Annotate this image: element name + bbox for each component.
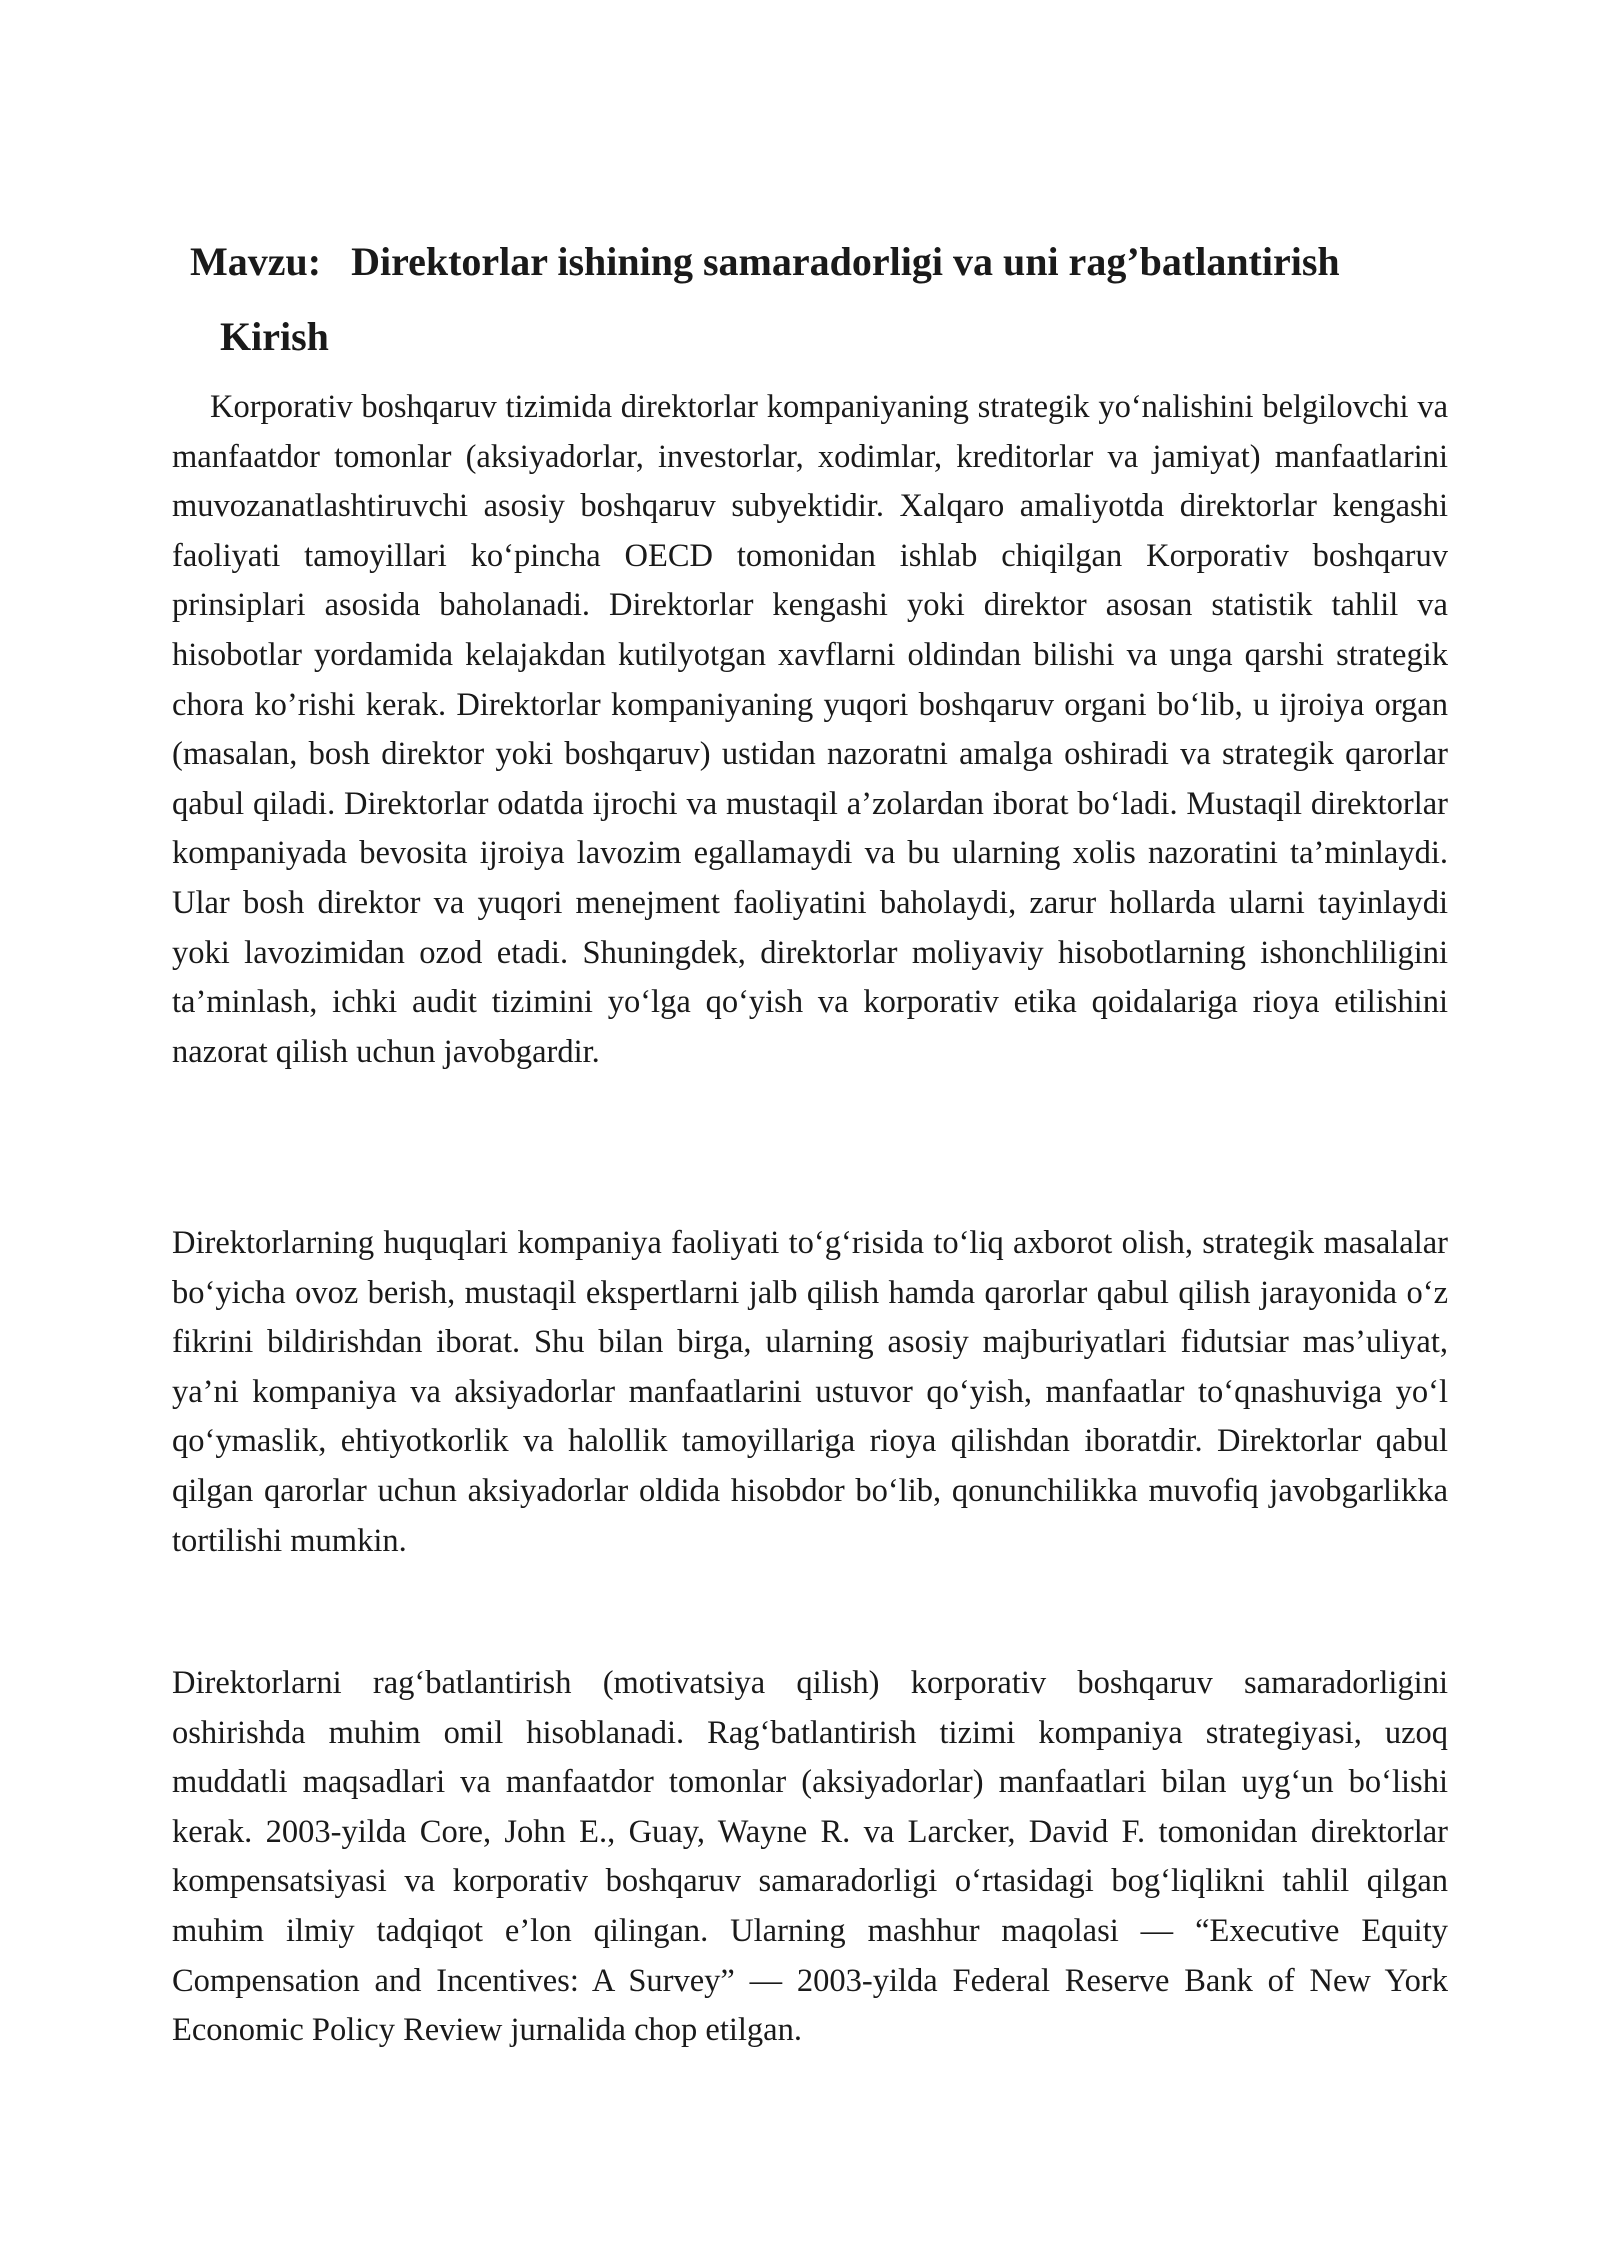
paragraph: Direktorlarni rag‘batlantirish (motivatsiya qilish) korporativ boshqaruv samaradorligini oshirishda muhim omil hisoblanadi. Rag‘batlantirish tizimi kompaniya strategiyasi, uzoq muddatli maqsadlari va manfaatdor tomonlar (aksiyadorlar) manfaatlari bilan uyg‘un bo‘lishi kerak. 2003-yilda Core, John E., Guay, Wayne R. va Larcker, David F. tomonidan direktorlar kompensatsiyasi va korporativ boshqaruv samaradorligi o‘rtasidagi bog‘liqlikni tahlil qilgan muhim ilmiy tadqiqot e’lon qilingan. Ularning mashhur maqolasi — “Executive Equity Compensation and Incentives: A Survey” — 2003-yilda Federal Reserve Bank of New York Economic Policy Review jurnalida chop etilgan. (172, 1665, 1448, 2049)
paragraph: Korporativ boshqaruv tizimida direktorlar kompaniyaning strategik yo‘nalishini belgilovchi va manfaatdor tomonlar (aksiyadorlar, investorlar, xodimlar, kreditorlar va jamiyat) manfaatlarini muvozanatlashtiruvchi asosiy boshqaruv subyektidir. Xalqaro amaliyotda direktorlar kengashi faoliyati tamoyillari ko‘pincha OECD tomonidan ishlab chiqilgan Korporativ boshqaruv prinsiplari asosida baholanadi. Direktorlar kengashi yoki direktor asosan statistik tahlil va hisobotlar yordamida kelajakdan kutilyotgan xavflarni oldindan bilishi va unga qarshi strategik chora ko’rishi kerak. Direktorlar kompaniyaning yuqori boshqaruv organi bo‘lib, u ijroiya organ (masalan, bosh direktor yoki boshqaruv) ustidan nazoratni amalga oshiradi va strategik qarorlar qabul qiladi. Direktorlar odatda ijrochi va mustaqil a’zolardan iborat bo‘ladi. Mustaqil direktorlar kompaniyada bevosita ijroiya lavozim egallamaydi va bu ularning xolis nazoratini ta’minlaydi. Ular bosh direktor va yuqori menejment faoliyatini baholaydi, zarur hollarda ularni tayinlaydi yoki lavozimidan ozod etadi. Shuningdek, direktorlar moliyaviy hisobotlarning ishonchliligini ta’minlash, ichki audit tizimini yo‘lga qo‘yish va korporativ etika qoidalariga rioya etilishini nazorat qilish uchun javobgardir. (172, 389, 1448, 1070)
paragraph: Direktorlarning huquqlari kompaniya faoliyati to‘g‘risida to‘liq axborot olish, strategik masalalar bo‘yicha ovoz berish, mustaqil ekspertlarni jalb qilish hamda qarorlar qabul qilish jarayonida o‘z fikrini bildirishdan iborat. Shu bilan birga, ularning asosiy majburiyatlari fidutsiar mas’uliyat, ya’ni kompaniya va aksiyadorlar manfaatlarini ustuvor qo‘yish, manfaatlar to‘qnashuviga yo‘l qo‘ymaslik, ehtiyotkorlik va halollik tamoyillariga rioya qilishdan iboratdir. Direktorlar qabul qilgan qarorlar uchun aksiyadorlar oldida hisobdor bo‘lib, qonunchilikka muvofiq javobgarlikka tortilishi mumkin. (172, 1225, 1448, 1559)
document-title (190, 232, 1450, 292)
title-label: Mavzu: (190, 239, 322, 284)
title-text: Direktorlar ishining samaradorligi va uni rag’batlantirish (351, 239, 1340, 284)
section-heading: Kirish (220, 314, 329, 359)
